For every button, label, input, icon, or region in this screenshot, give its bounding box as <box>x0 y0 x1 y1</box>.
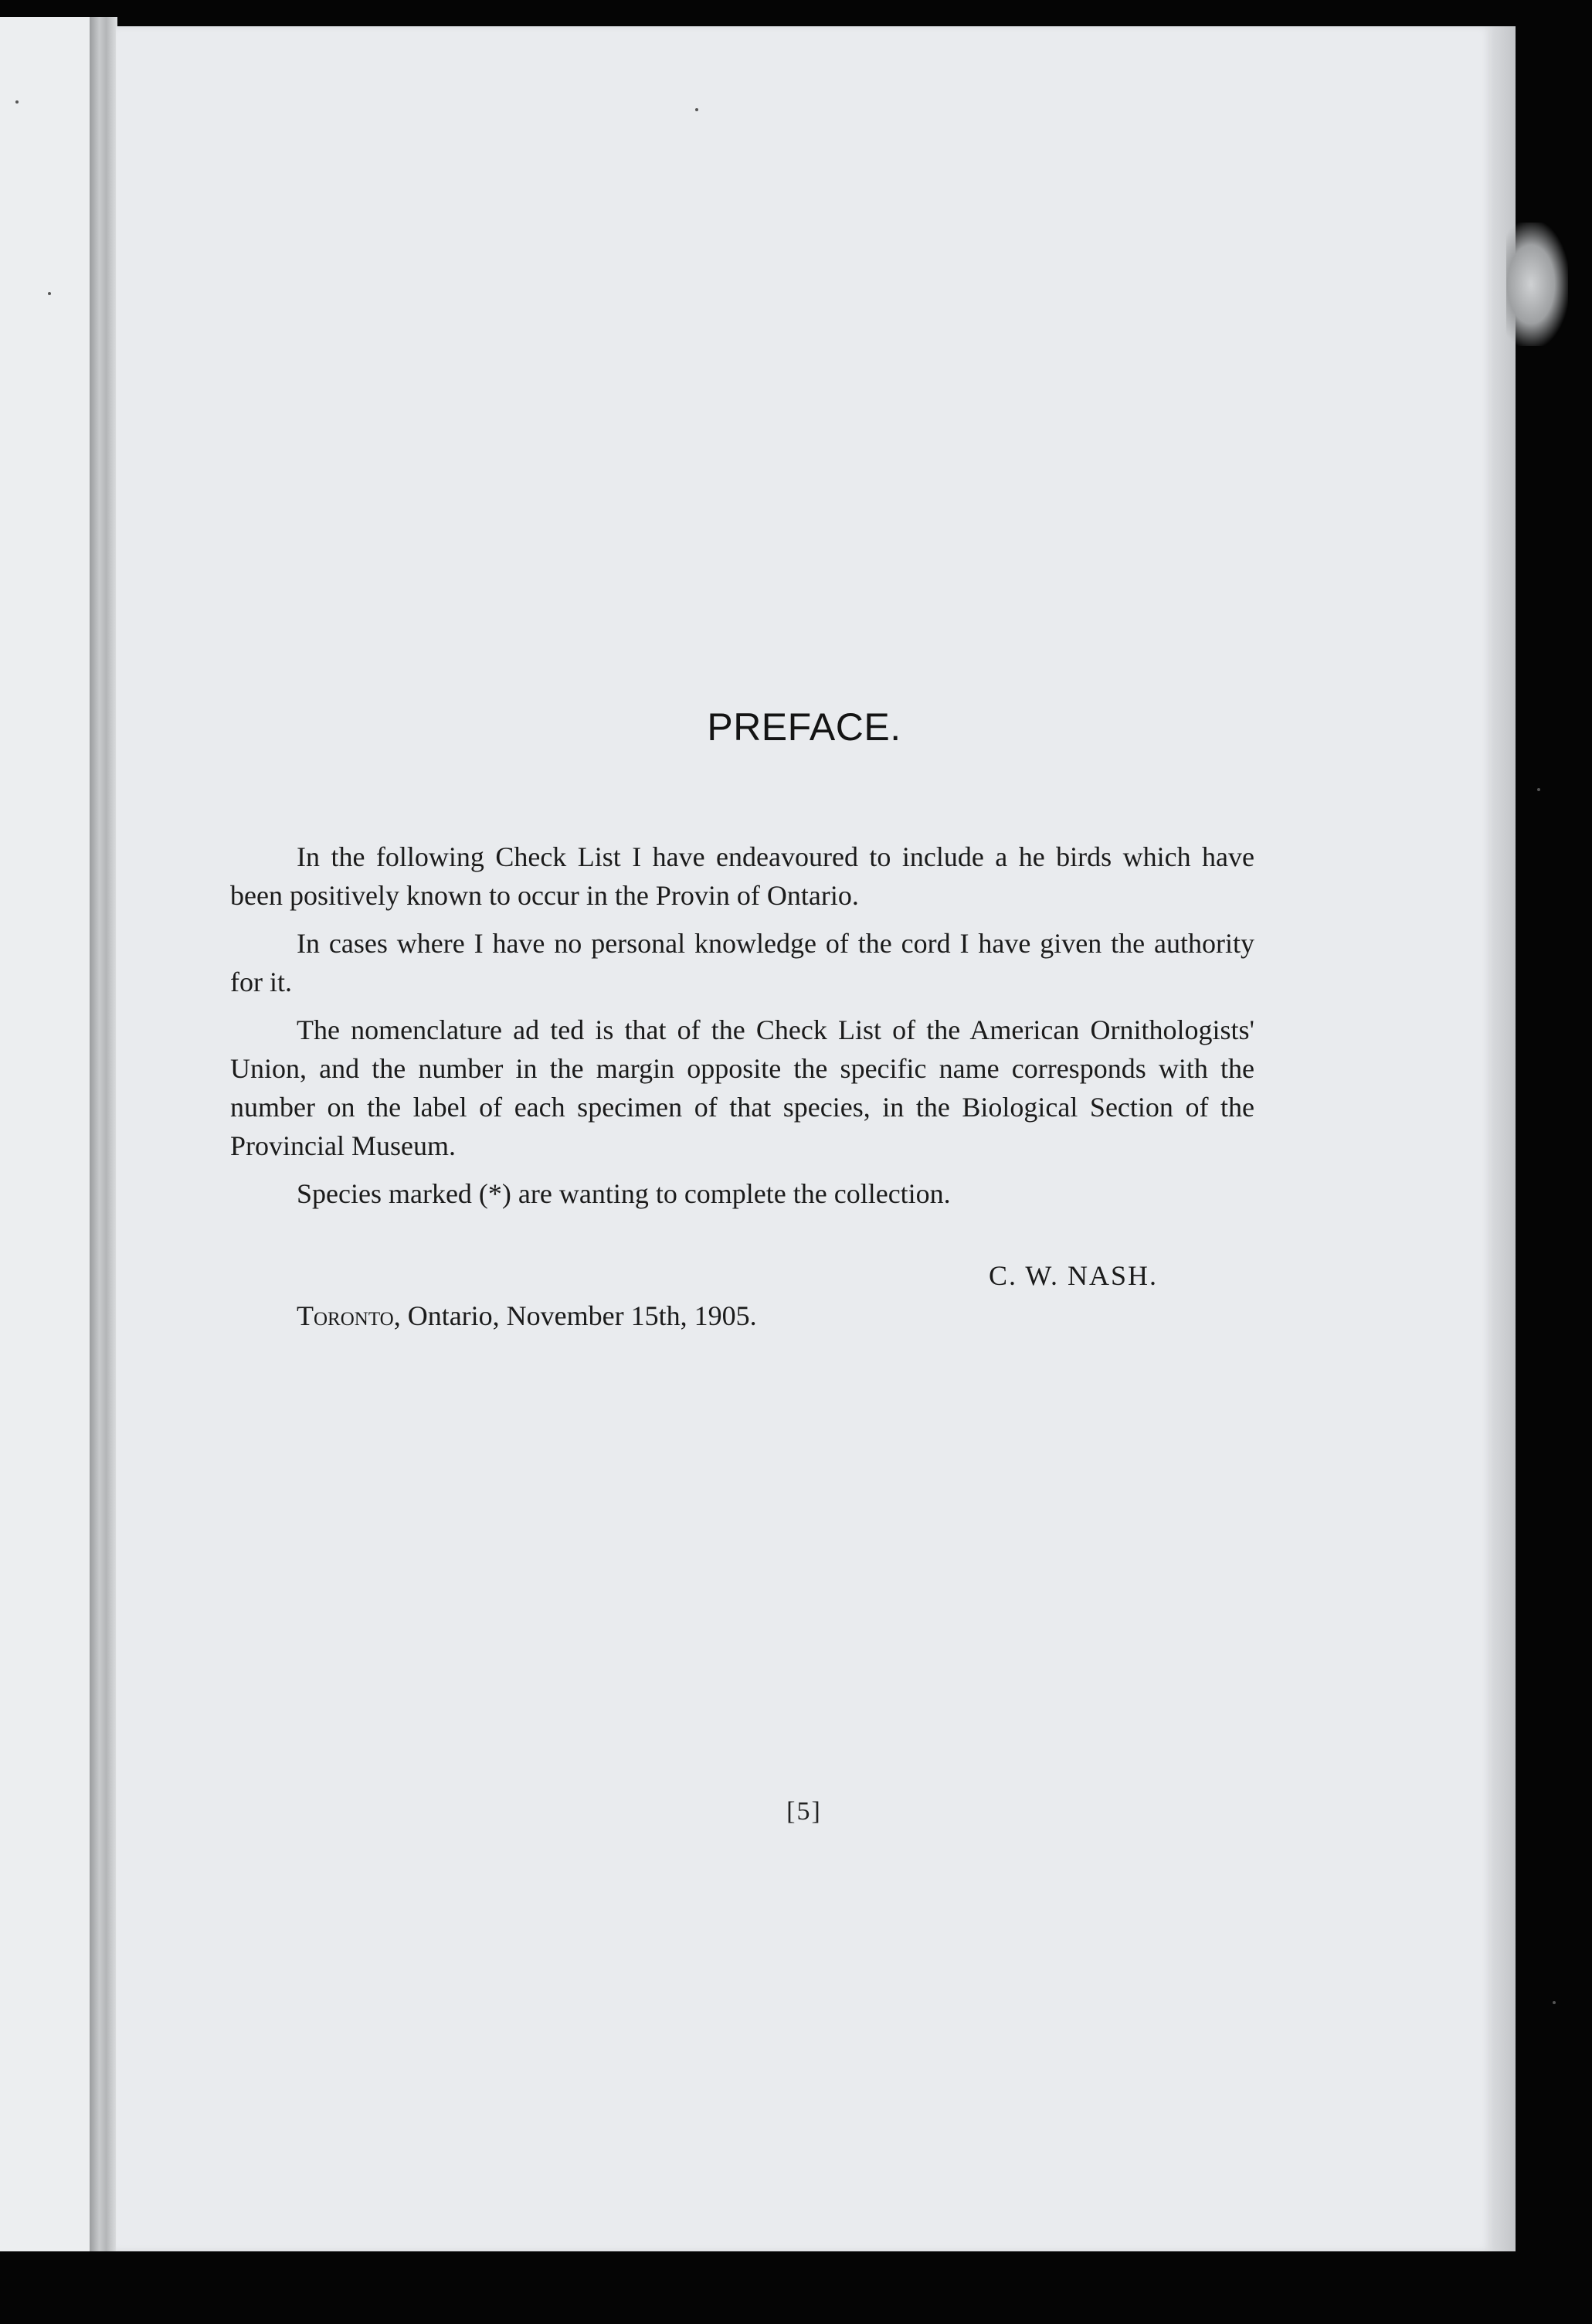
preface-body <box>230 838 1254 1222</box>
dust-speck <box>1537 788 1540 791</box>
paragraph: In cases where I have no personal knowledge of the cord I have given the authority for it. <box>230 928 1254 997</box>
page-title: PREFACE. <box>707 705 901 749</box>
facing-page-edge <box>0 17 100 2251</box>
place-city: Toronto <box>297 1300 394 1331</box>
paragraph: In the following Check List I have endeavoured to include a he birds which have been positively known to occur in the Provin of Ontario. <box>230 841 1254 911</box>
dust-speck <box>695 108 698 111</box>
page-right-edge <box>1492 26 1516 2251</box>
paragraph: The nomenclature ad ted is that of the Check List of the American Ornithologists' Union, and the number in the margin opposite the specific name corresponds with the number on the label of each specimen of that species, in the Biological Section of the Provincial Museum. <box>230 1014 1254 1161</box>
dust-speck <box>1553 2001 1556 2004</box>
place-and-date <box>297 1300 757 1332</box>
torn-corner <box>1506 223 1568 346</box>
book-gutter <box>90 17 117 2251</box>
author-signature: C. W. NASH. <box>989 1260 1159 1291</box>
dust-speck <box>15 100 19 104</box>
paragraph: Species marked (*) are wanting to complete the collection. <box>297 1178 951 1209</box>
dust-speck <box>48 292 51 295</box>
place-date: , Ontario, November 15th, 1905. <box>393 1300 757 1331</box>
page-number: [5] <box>786 1797 822 1826</box>
